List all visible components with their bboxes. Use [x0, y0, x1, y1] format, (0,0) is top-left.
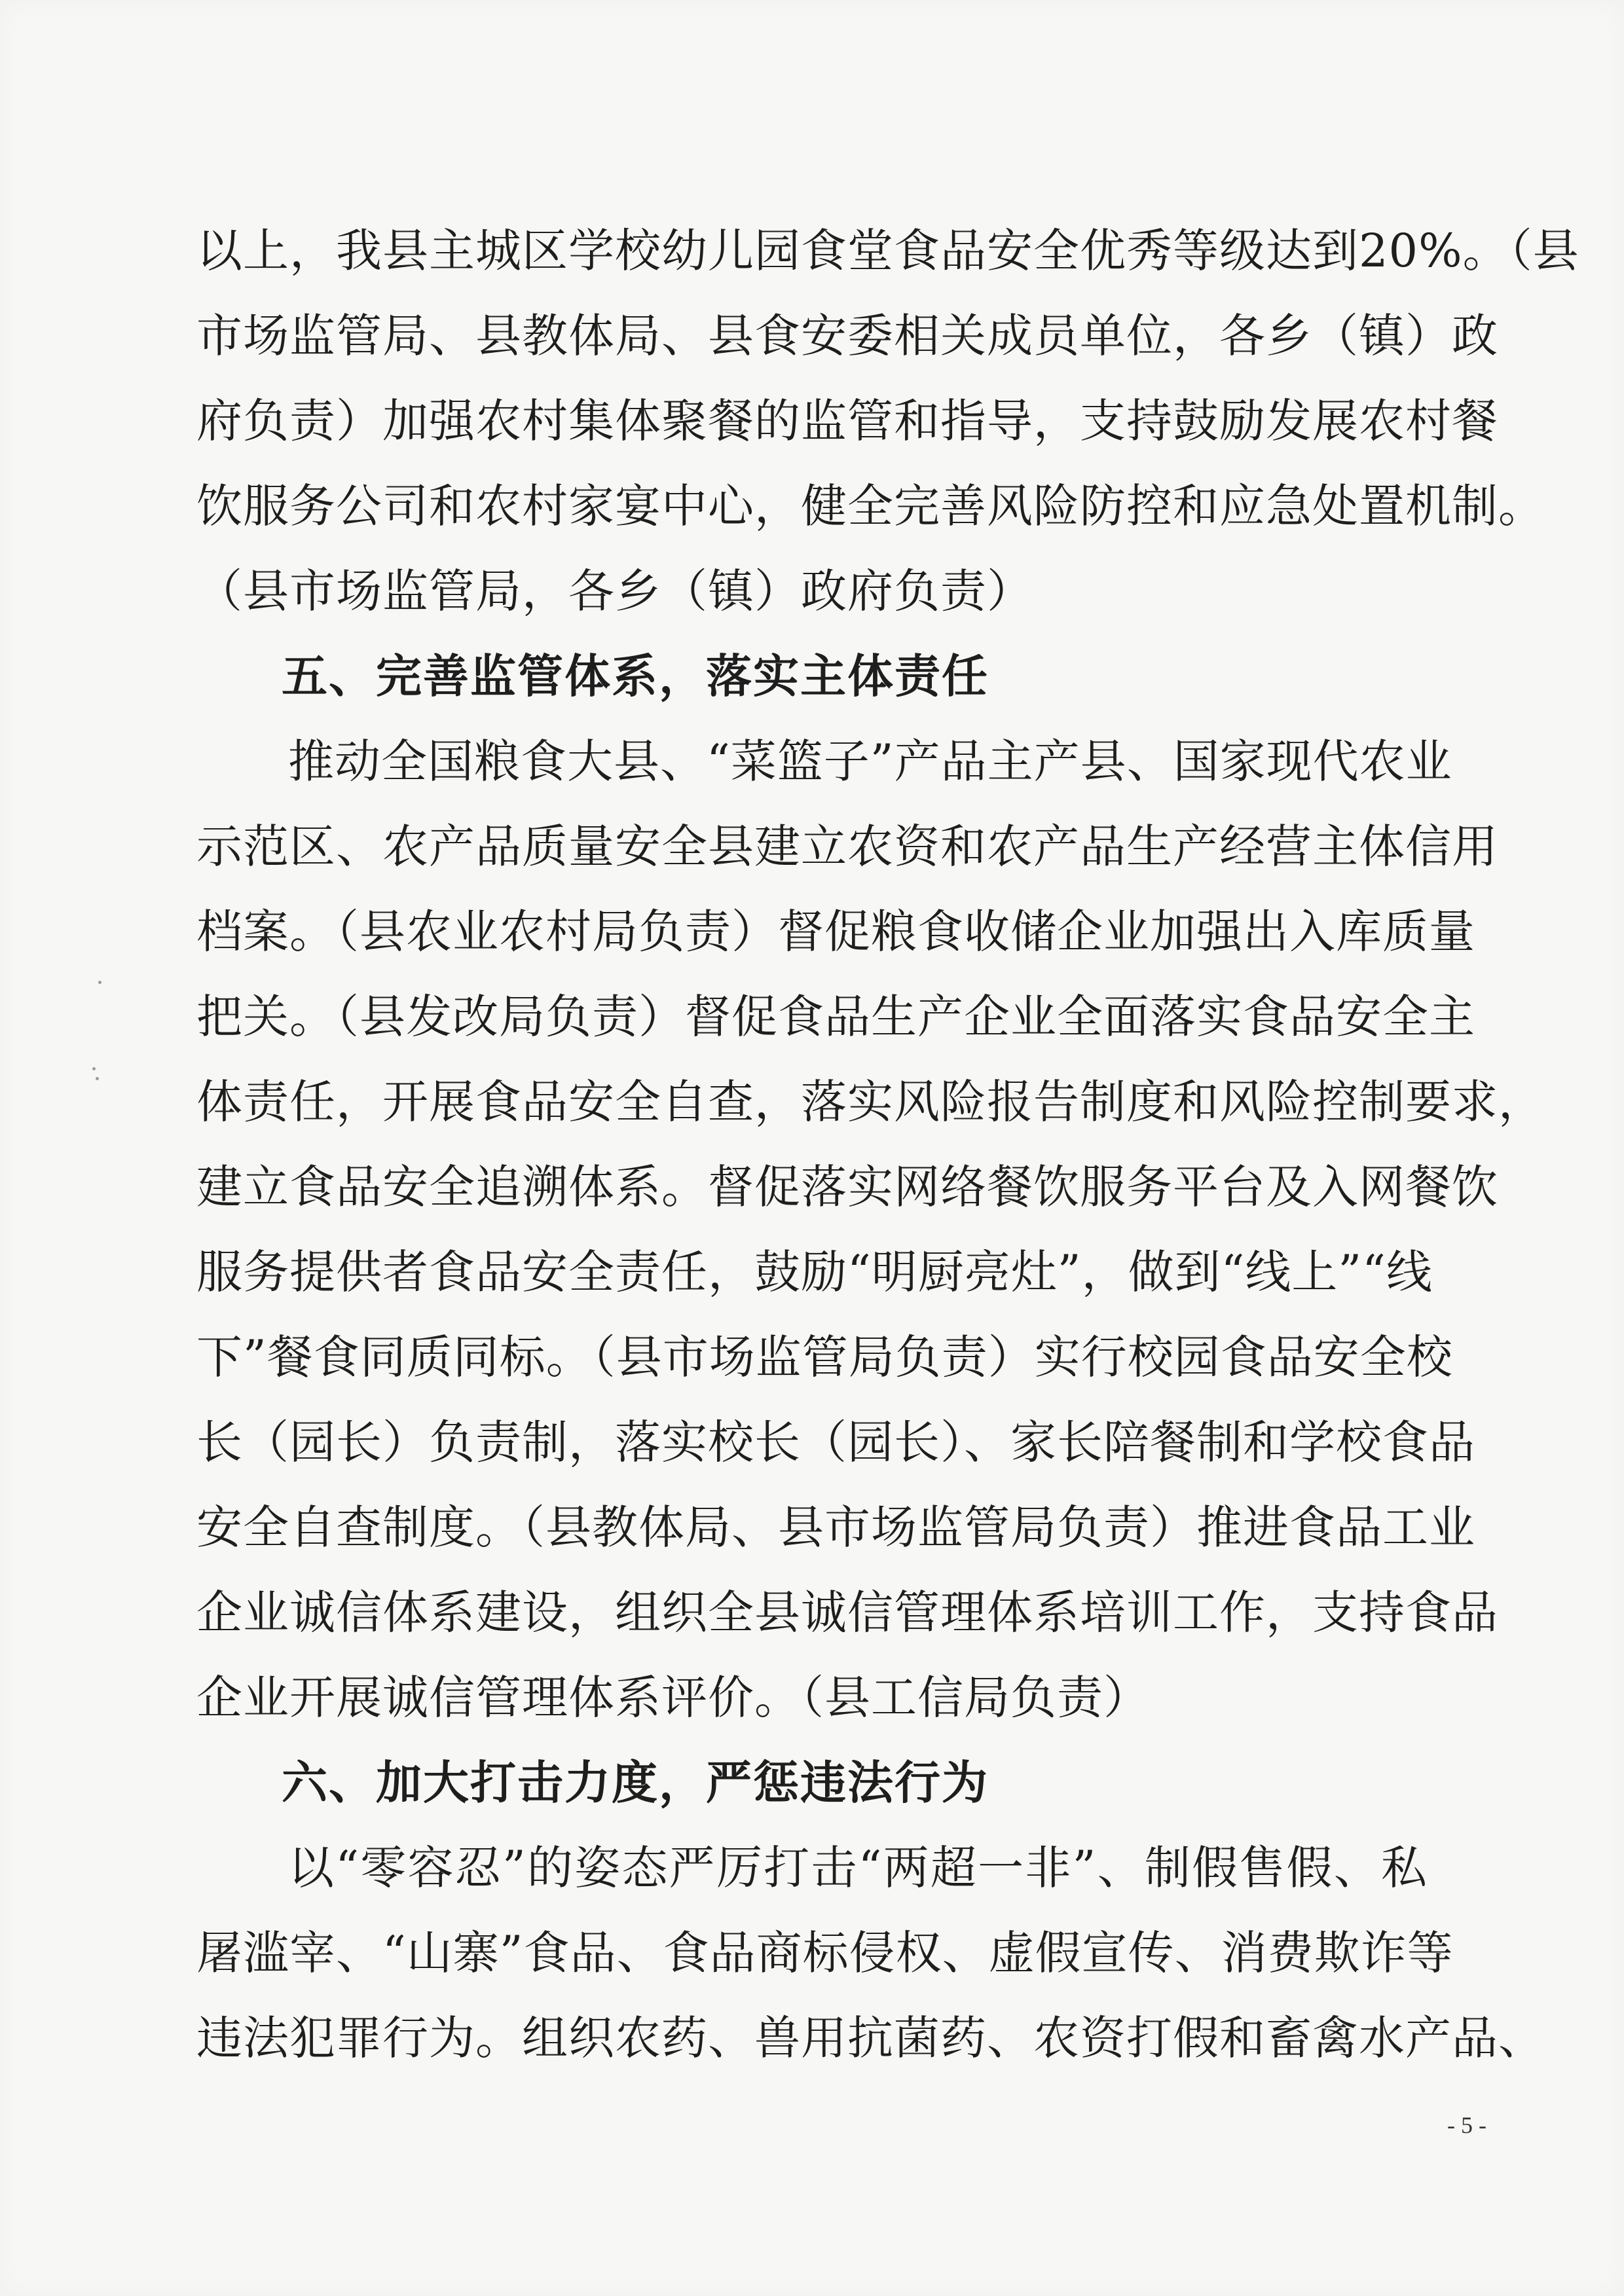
text-line: 以“零容忍”的姿态严厉打击“两超一非”、制假售假、私: [288, 1841, 1428, 1895]
scan-speck: [98, 981, 101, 984]
text-line: 屠滥宰、“山寨”食品、食品商标侵权、虚假宣传、消费欺诈等: [196, 1926, 1454, 1980]
text-line: 饮服务公司和农村家宴中心，健全完善风险防控和应急处置机制。: [196, 479, 1545, 533]
section-heading-5: 五、完善监管体系，落实主体责任: [282, 649, 989, 703]
text-line: 市场监管局、县教体局、县食安委相关成员单位，各乡（镇）政: [196, 309, 1498, 363]
text-line: 长（园长）负责制，落实校长（园长）、家长陪餐制和学校食品: [196, 1415, 1475, 1469]
text-line: 下”餐食同质同标。（县市场监管局负责）实行校园食品安全校: [196, 1330, 1453, 1384]
text-line: 服务提供者食品安全责任，鼓励“明厨亮灶”，做到“线上”“线: [196, 1245, 1433, 1299]
text-line: 企业开展诚信管理体系评价。（县工信局负责）: [196, 1671, 1150, 1724]
text-line: 违法犯罪行为。组织农药、兽用抗菌药、农资打假和畜禽水产品、: [196, 2011, 1545, 2065]
text-line: 把关。（县发改局负责）督促食品生产企业全面落实食品安全主: [196, 990, 1475, 1044]
text-line: 推动全国粮食大县、“菜篮子”产品主产县、国家现代农业: [288, 735, 1452, 788]
page-number: - 5 -: [1447, 2112, 1486, 2138]
scan-speck: [92, 1067, 96, 1070]
text-line: 安全自查制度。（县教体局、县市场监管局负责）推进食品工业: [196, 1501, 1475, 1554]
text-line: 以上，我县主城区学校幼儿园食堂食品安全优秀等级达到20%。（县: [196, 224, 1579, 278]
text-line: 企业诚信体系建设，组织全县诚信管理体系培训工作，支持食品: [196, 1586, 1498, 1639]
text-line: 示范区、农产品质量安全县建立农资和农产品生产经营主体信用: [196, 820, 1498, 873]
text-line: 建立食品安全追溯体系。督促落实网络餐饮服务平台及入网餐饮: [196, 1160, 1498, 1214]
text-line: 体责任，开展食品安全自查，落实风险报告制度和风险控制要求，: [196, 1075, 1545, 1129]
body-text: [196, 208, 1579, 2081]
text-line: （县市场监管局，各乡（镇）政府负责）: [196, 564, 1033, 618]
text-line: 档案。（县农业农村局负责）督促粮食收储企业加强出入库质量: [196, 905, 1475, 958]
scan-speck: [96, 1077, 99, 1080]
section-heading-6: 六、加大打击力度，严惩违法行为: [282, 1756, 989, 1810]
text-line: 府负责）加强农村集体聚餐的监管和指导，支持鼓励发展农村餐: [196, 394, 1498, 448]
